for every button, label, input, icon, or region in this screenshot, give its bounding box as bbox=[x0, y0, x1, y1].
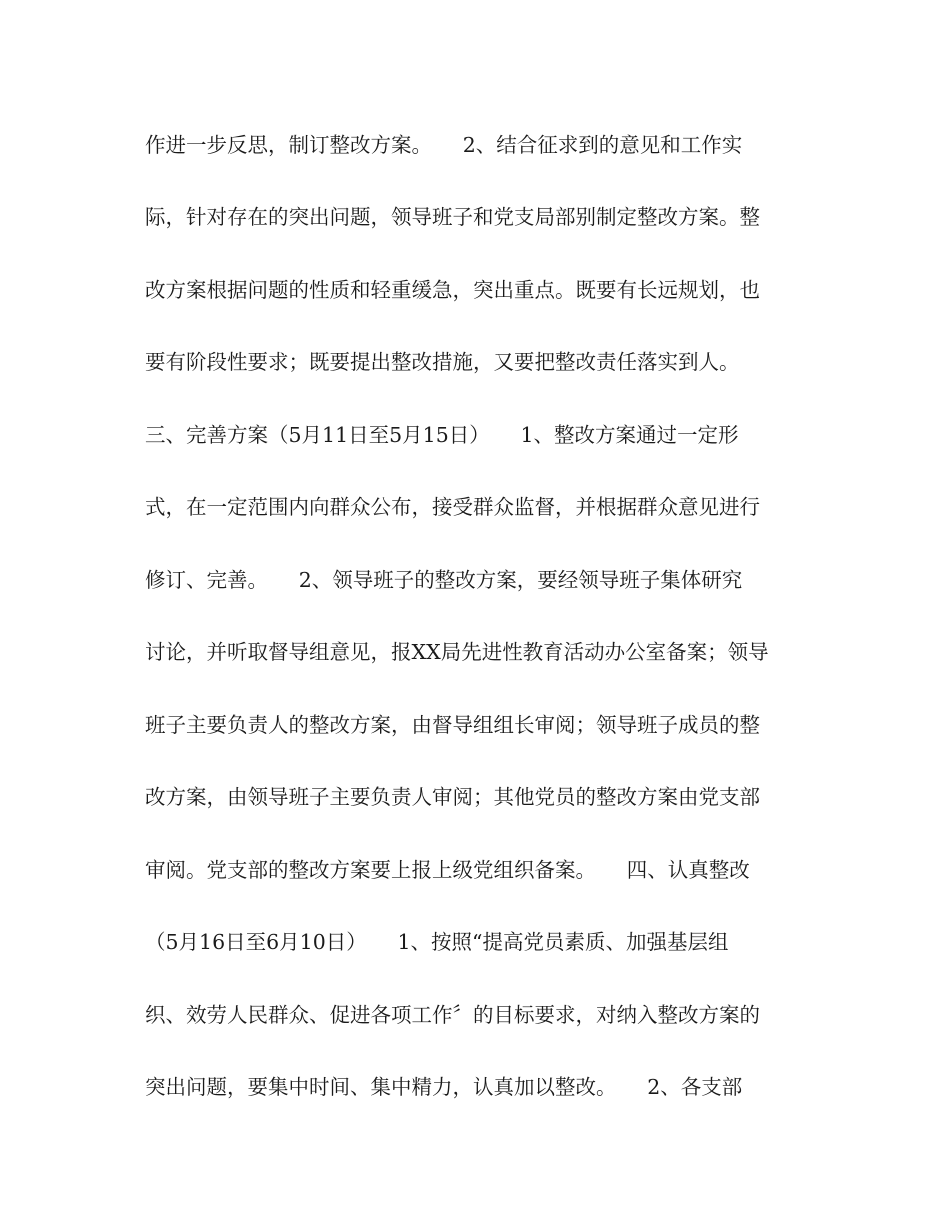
text-line: 讨论，并听取督导组意见，报XX局先进性教育活动办公室备案；领导 bbox=[145, 640, 769, 664]
text-line: 改方案，由领导班子主要负责人审阅；其他党员的整改方案由党支部 bbox=[145, 785, 760, 809]
text-line: 改方案根据问题的性质和轻重缓急，突出重点。既要有长远规划，也 bbox=[145, 278, 760, 302]
text-line: 织、效劳人民群众、促进各项工作〞的目标要求，对纳入整改方案的 bbox=[145, 1003, 760, 1027]
text-line: 式，在一定范围内向群众公布，接受群众监督，并根据群众意见进行 bbox=[145, 495, 760, 519]
text-line: 突出问题，要集中时间、集中精力，认真加以整改。 2、各支部 bbox=[145, 1075, 743, 1099]
text-line: 要有阶段性要求；既要提出整改措施，又要把整改责任落实到人。 bbox=[145, 350, 740, 374]
text-line: 三、完善方案（5月11日至5月15日） 1、整改方案通过一定形 bbox=[145, 423, 739, 447]
text-line: 审阅。党支部的整改方案要上报上级党组织备案。 四、认真整改 bbox=[145, 858, 750, 882]
text-line: 班子主要负责人的整改方案，由督导组组长审阅；领导班子成员的整 bbox=[145, 713, 760, 737]
text-line: （5月16日至6月10日） 1、按照“提高党员素质、加强基层组 bbox=[145, 930, 729, 954]
text-line: 修订、完善。 2、领导班子的整改方案，要经领导班子集体研究 bbox=[145, 568, 743, 592]
text-line: 际，针对存在的突出问题，领导班子和党支局部别制定整改方案。整 bbox=[145, 205, 760, 229]
text-line: 作进一步反思，制订整改方案。 2、结合征求到的意见和工作实 bbox=[145, 133, 743, 157]
